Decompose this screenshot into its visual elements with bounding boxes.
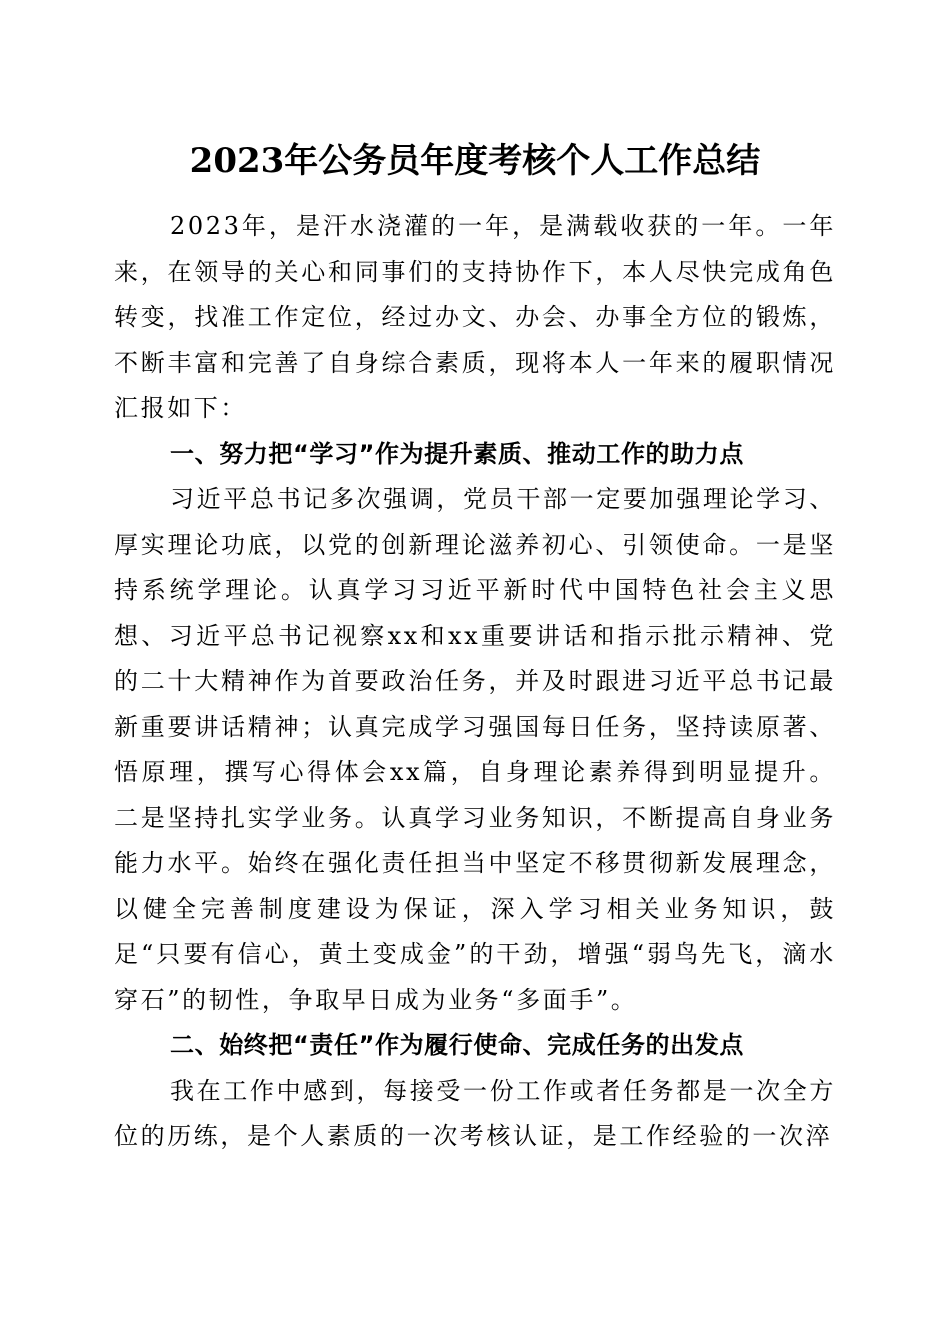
section-2-paragraph: 我在工作中感到，每接受一份工作或者任务都是一次全方位的历练，是个人素质的一次考核认证，是工作经验的一次淬 [114,1076,836,1150]
document-body [114,204,836,1160]
intro-paragraph: 2023年，是汗水浇灌的一年，是满载收获的一年。一年来，在领导的关心和同事们的支持协作下，本人尽快完成角色转变，找准工作定位，经过办文、办会、办事全方位的锻炼，不断丰富和完善了自身综合素质，现将本人一年来的履职情况汇报如下： [114,212,836,422]
section-1-paragraph: 习近平总书记多次强调，党员干部一定要加强理论学习、厚实理论功底，以党的创新理论滋养初心、引领使命。一是坚持系统学理论。认真学习习近平新时代中国特色社会主义思想、习近平总书记视察xx和xx重要讲话和指示批示精神、党的二十大精神作为首要政治任务，并及时跟进习近平总书记最新重要讲话精神；认真完成学习强国每日任务，坚持读原著、悟原理，撰写心得体会xx篇，自身理论素养得到明显提升。二是坚持扎实学业务。认真学习业务知识，不断提高自身业务能力水平。始终在强化责任担当中坚定不移贯彻新发展理念，以健全完善制度建设为保证，深入学习相关业务知识，鼓足“只要有信心，黄土变成金”的干劲，增强“弱鸟先飞，滴水穿石”的韧性，争取早日成为业务“多面手”。 [114,485,836,1014]
document-title: 2023年公务员年度考核个人工作总结 [189,141,761,181]
section-1-heading: 一、努力把“学习”作为提升素质、推动工作的助力点 [170,439,744,468]
section-2-heading: 二、始终把“责任”作为履行使命、完成任务的出发点 [170,1031,744,1059]
